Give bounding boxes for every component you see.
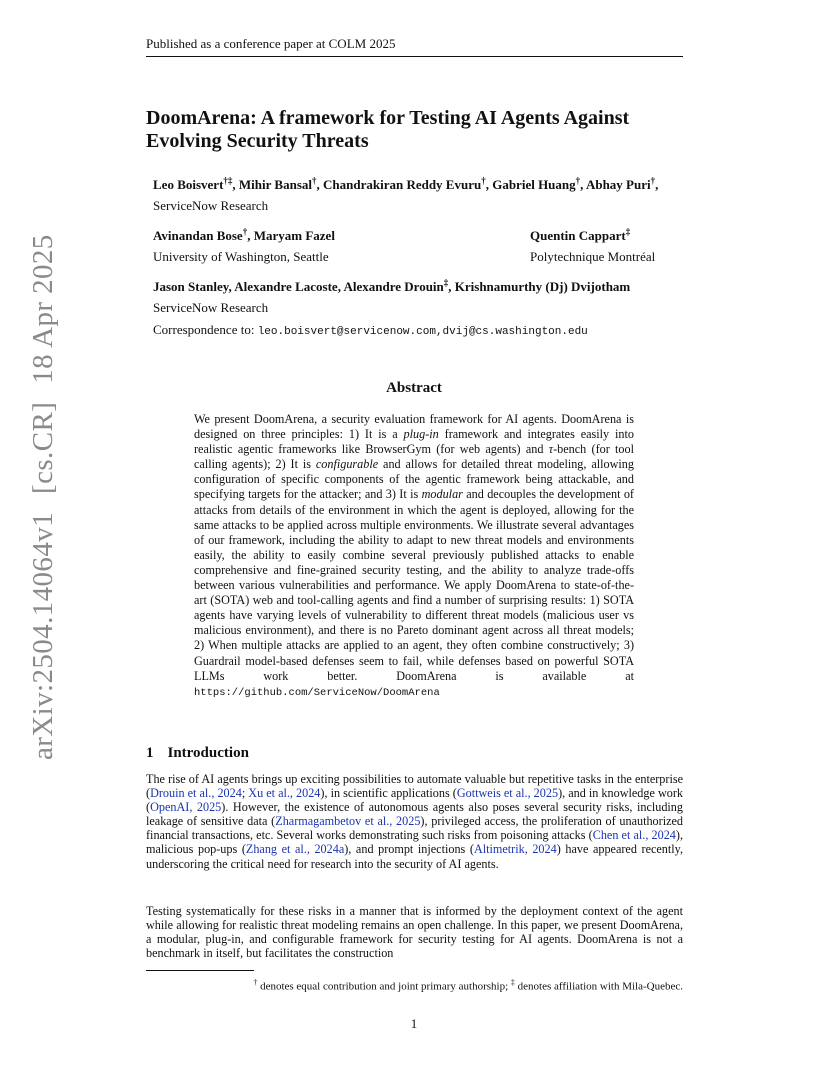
citation-link[interactable]: Chen et al., 2024 — [592, 828, 676, 843]
abstract-heading: Abstract — [386, 380, 442, 396]
footnote: † denotes equal contribution and joint primary authorship; ‡ denotes affiliation with Mila-Quebec. — [253, 978, 683, 993]
section-heading — [146, 743, 249, 763]
intro-paragraph-2: Testing systematically for these risks in a manner that is informed by the deployment context of the agent while allowing for realistic threat modeling remains an open challenge. In this paper, we present DoomArena, a modular, plug-in, and configurable framework for security testing for AI agents. DoomArena is not a benchmark in itself, but facilitates the construction — [146, 904, 683, 961]
author-names: Leo Boisvert†‡, Mihir Bansal†, Chandrakiran Reddy Evuru†, Gabriel Huang†, Abhay Puri†, — [153, 175, 659, 192]
citation-link[interactable]: Zhang et al., 2024a — [245, 842, 345, 857]
affiliation: ServiceNow Research — [153, 300, 269, 315]
repo-link[interactable]: https://github.com/ServiceNow/DoomArena — [194, 686, 440, 699]
citation-link[interactable]: Xu et al., 2024 — [248, 786, 321, 801]
correspondence: Correspondence to: leo.boisvert@servicenow.com,dvij@cs.washington.edu — [153, 322, 588, 338]
section-title: Introduction — [167, 745, 249, 761]
affiliation: University of Washington, Seattle — [153, 249, 329, 264]
email-link[interactable]: leo.boisvert@servicenow.com — [257, 326, 436, 338]
page-number: 1 — [410, 1016, 418, 1031]
venue-text: Published as a conference paper at COLM 2025 — [146, 36, 396, 51]
abstract-body: We present DoomArena, a security evaluation framework for AI agents. DoomArena is designed on three principles: 1) It is a plug-in framework and integrates easily into realistic agentic frameworks like BrowserGym (for web agents) and τ-bench (for tool calling agents); 2) It is configurable and allows for detailed threat modeling, allowing configuration of specific components of the agentic framework being attackable, and specifying targets for the attacker; and 3) It is modular and decouples the development of attacks from details of the environment in which the agent is deployed, allowing for the same attacks to be applied across multiple environments. We illustrate several advantages of our framework, including the ability to adapt to new threat models and environments easily, the ability to easily combine several previously published attacks to enable comprehensive and fine-grained security testing, and the ability to analyze trade-offs between various vulnerabilities and performance. We apply DoomArena to state-of-the-art (SOTA) web and tool-calling agents and find a number of surprising results: 1) SOTA agents have varying levels of vulnerability to different threat models (malicious user vs malicious environment), and there is no Pareto dominant agent across all threat models; 2) When multiple attacks are applied to an agent, they often combine constructively; 3) Guardrail model-based defenses seem to fail, while defenses based on powerful SOTA LLMs work better. DoomArena is available at https://github.com/ServiceNow/DoomArena — [194, 412, 635, 699]
citation-link[interactable]: Zharmagambetov et al., 2025 — [275, 814, 421, 829]
footnote-rule — [146, 970, 254, 971]
arxiv-date: 18 Apr 2025 — [27, 234, 59, 384]
intro-paragraph-1: The rise of AI agents brings up exciting possibilities to automate valuable but repetitive tasks in the enterprise (Drouin et al., 2024; Xu et al., 2024), in scientific applications (Gottweis et al., 2025), and in knowledge work (OpenAI, 2025). However, the existence of autonomous agents also poses several security risks, including leakage of sensitive data (Zharmagambetov et al., 2025), privileged access, the proliferation of unauthorized financial transactions, etc. Several works demonstrating such risks from poisoning attacks (Chen et al., 2024), malicious pop-ups (Zhang et al., 2024a), and prompt injections (Altimetrik, 2024) have appeared recently, underscoring the critical need for research into the security of AI agents. — [146, 772, 684, 871]
author-names: Jason Stanley, Alexandre Lacoste, Alexandre Drouin‡, Krishnamurthy (Dj) Dvijotham — [153, 277, 631, 294]
paper-title: DoomArena: A framework for Testing AI Agents Against Evolving Security Threats — [146, 107, 630, 152]
section-number: 1 — [146, 745, 154, 761]
author-group-3 — [530, 225, 655, 267]
running-header — [146, 36, 683, 57]
arxiv-id: arXiv:2504.14064v1 — [27, 511, 59, 760]
correspondence-label: Correspondence to: — [153, 322, 255, 337]
author-group-4 — [153, 276, 713, 318]
arxiv-identifier — [27, 216, 60, 760]
author-group-1 — [153, 174, 713, 216]
author-names: Avinandan Bose†, Maryam Fazel — [153, 226, 335, 243]
affiliation: ServiceNow Research — [153, 198, 269, 213]
citation-link[interactable]: Altimetrik, 2024 — [473, 842, 557, 857]
arxiv-category: [cs.CR] — [27, 401, 59, 494]
email-link[interactable]: dvij@cs.washington.edu — [442, 326, 588, 338]
author-group-2 — [153, 225, 335, 267]
author-names: Quentin Cappart‡ — [530, 226, 631, 243]
citation-link[interactable]: Drouin et al., 2024 — [150, 786, 242, 801]
citation-link[interactable]: OpenAI, 2025 — [150, 800, 222, 815]
citation-link[interactable]: Gottweis et al., 2025 — [456, 786, 559, 801]
affiliation: Polytechnique Montréal — [530, 249, 656, 264]
